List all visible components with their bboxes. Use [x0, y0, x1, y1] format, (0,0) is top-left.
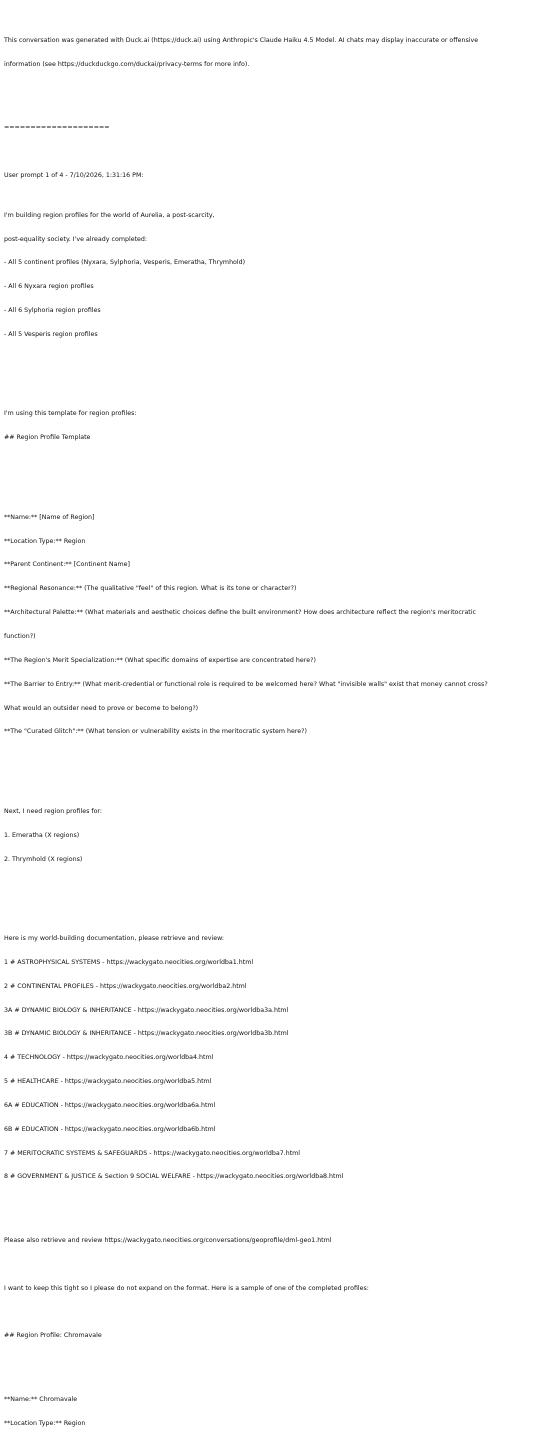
template-field: **Parent Continent:** [Continent Name]: [4, 561, 130, 569]
spacer: [4, 474, 536, 482]
list-item: 2. Thrymhold (X regions): [4, 855, 83, 863]
body-line: post-equality society. I've already completed:: [4, 235, 148, 243]
doc-link-item: 6A # EDUCATION - https://wackygato.neocities.org/worldba6a.html: [4, 1101, 216, 1109]
template-field: function?): [4, 632, 36, 640]
documentation-list: [4, 919, 536, 1197]
doc-link-item: 3A # DYNAMIC BIOLOGY & INHERITANCE - https://wackygato.neocities.org/worldba3a.html: [4, 1006, 289, 1014]
template-field: **The Barrier to Entry:** (What merit-credential or functional role is required to be welcomed here? What "invisible walls" exist that money cannot cross?: [4, 680, 488, 688]
doc-link-item: 4 # TECHNOLOGY - https://wackygato.neocities.org/worldba4.html: [4, 1054, 214, 1062]
spacer: [4, 1261, 536, 1269]
instruction-line: I want to keep this tight so I please do not expand on the format. Here is a sample of one of the completed profiles:: [4, 1284, 369, 1292]
template-field: What would an outsider need to prove or become to belong?): [4, 704, 199, 712]
spacer: [4, 1356, 536, 1364]
doc-link-item: 1 # ASTROPHYSICAL SYSTEMS - https://wackygato.neocities.org/worldba1.html: [4, 958, 254, 966]
template-intro: [4, 395, 536, 459]
body-line: Here is my world-building documentation, please retrieve and review:: [4, 935, 225, 943]
spacer: [4, 371, 536, 379]
next-regions-list: [4, 792, 536, 879]
sample-heading: ## Region Profile: Chromavale: [4, 1332, 102, 1340]
doc-link-item: 3B # DYNAMIC BIOLOGY & INHERITANCE - https://wackygato.neocities.org/worldba3b.html: [4, 1030, 289, 1038]
spacer: [4, 1309, 536, 1317]
template-field: **The Region's Merit Specialization:** (What specific domains of expertise are concentrated here?): [4, 656, 316, 664]
spacer: [4, 895, 536, 903]
intro-body: [4, 196, 536, 355]
spacer: [4, 148, 536, 156]
prompt-header: User prompt 1 of 4 - 7/10/2026, 1:31:16 PM:: [4, 171, 144, 179]
template-field: **Location Type:** Region: [4, 537, 86, 545]
spacer: [4, 768, 536, 776]
list-item: 1. Emeratha (X regions): [4, 831, 80, 839]
body-line: I'm building region profiles for the world of Aurelia, a post-scarcity,: [4, 211, 215, 219]
template-heading: ## Region Profile Template: [4, 434, 91, 442]
intro-line: This conversation was generated with Duck.ai (https://duck.ai) using Anthropic's Claude Haiku 4.5 Model. AI chats may display inaccurate or offensive: [4, 36, 479, 44]
spacer: [4, 100, 536, 108]
separator-line: ====================: [4, 124, 110, 132]
body-line: Next, I need region profiles for:: [4, 807, 103, 815]
template-field: **Regional Resonance:** (The qualitative "feel" of this region. What is its tone or character?): [4, 585, 297, 593]
doc-link-item: 2 # CONTINENTAL PROFILES - https://wackygato.neocities.org/worldba2.html: [4, 982, 247, 990]
sample-fields: [4, 1380, 536, 1444]
intro-line: information (see https://duckduckgo.com/duckai/privacy-terms for more info).: [4, 60, 250, 68]
template-fields: [4, 498, 536, 752]
doc-link-item: 6B # EDUCATION - https://wackygato.neocities.org/worldba6b.html: [4, 1125, 216, 1133]
sample-field: **Location Type:** Region: [4, 1419, 86, 1427]
body-line: - All 6 Sylphoria region profiles: [4, 307, 101, 315]
doc-link-item: 7 # MERITOCRATIC SYSTEMS & SAFEGUARDS - https://wackygato.neocities.org/worldba7.html: [4, 1149, 301, 1157]
template-field: **The "Curated Glitch":** (What tension or vulnerability exists in the meritocratic system here?): [4, 728, 307, 736]
review-line: Please also retrieve and review https://wackygato.neocities.org/conversations/geoprofile/dml-geo1.html: [4, 1237, 332, 1245]
doc-link-item: 8 # GOVERNMENT & JUSTICE & Section 9 SOCIAL WELFARE - https://wackygato.neocities.org/worldba8.html: [4, 1173, 344, 1181]
spacer: [4, 1213, 536, 1221]
sample-field: **Name:** Chromavale: [4, 1396, 78, 1404]
body-line: - All 5 continent profiles (Nyxara, Sylphoria, Vesperis, Emeratha, Thrymhold): [4, 259, 246, 267]
template-field: **Architectural Palette:** (What materials and aesthetic choices define the built environment? How does architecture reflect the region's meritocratic: [4, 609, 476, 617]
template-field: **Name:** [Name of Region]: [4, 513, 95, 521]
body-line: - All 5 Vesperis region profiles: [4, 330, 98, 338]
body-line: I'm using this template for region profiles:: [4, 410, 137, 418]
doc-link-item: 5 # HEALTHCARE - https://wackygato.neocities.org/worldba5.html: [4, 1078, 212, 1086]
intro-paragraph: [4, 21, 536, 85]
body-line: - All 6 Nyxara region profiles: [4, 283, 94, 291]
